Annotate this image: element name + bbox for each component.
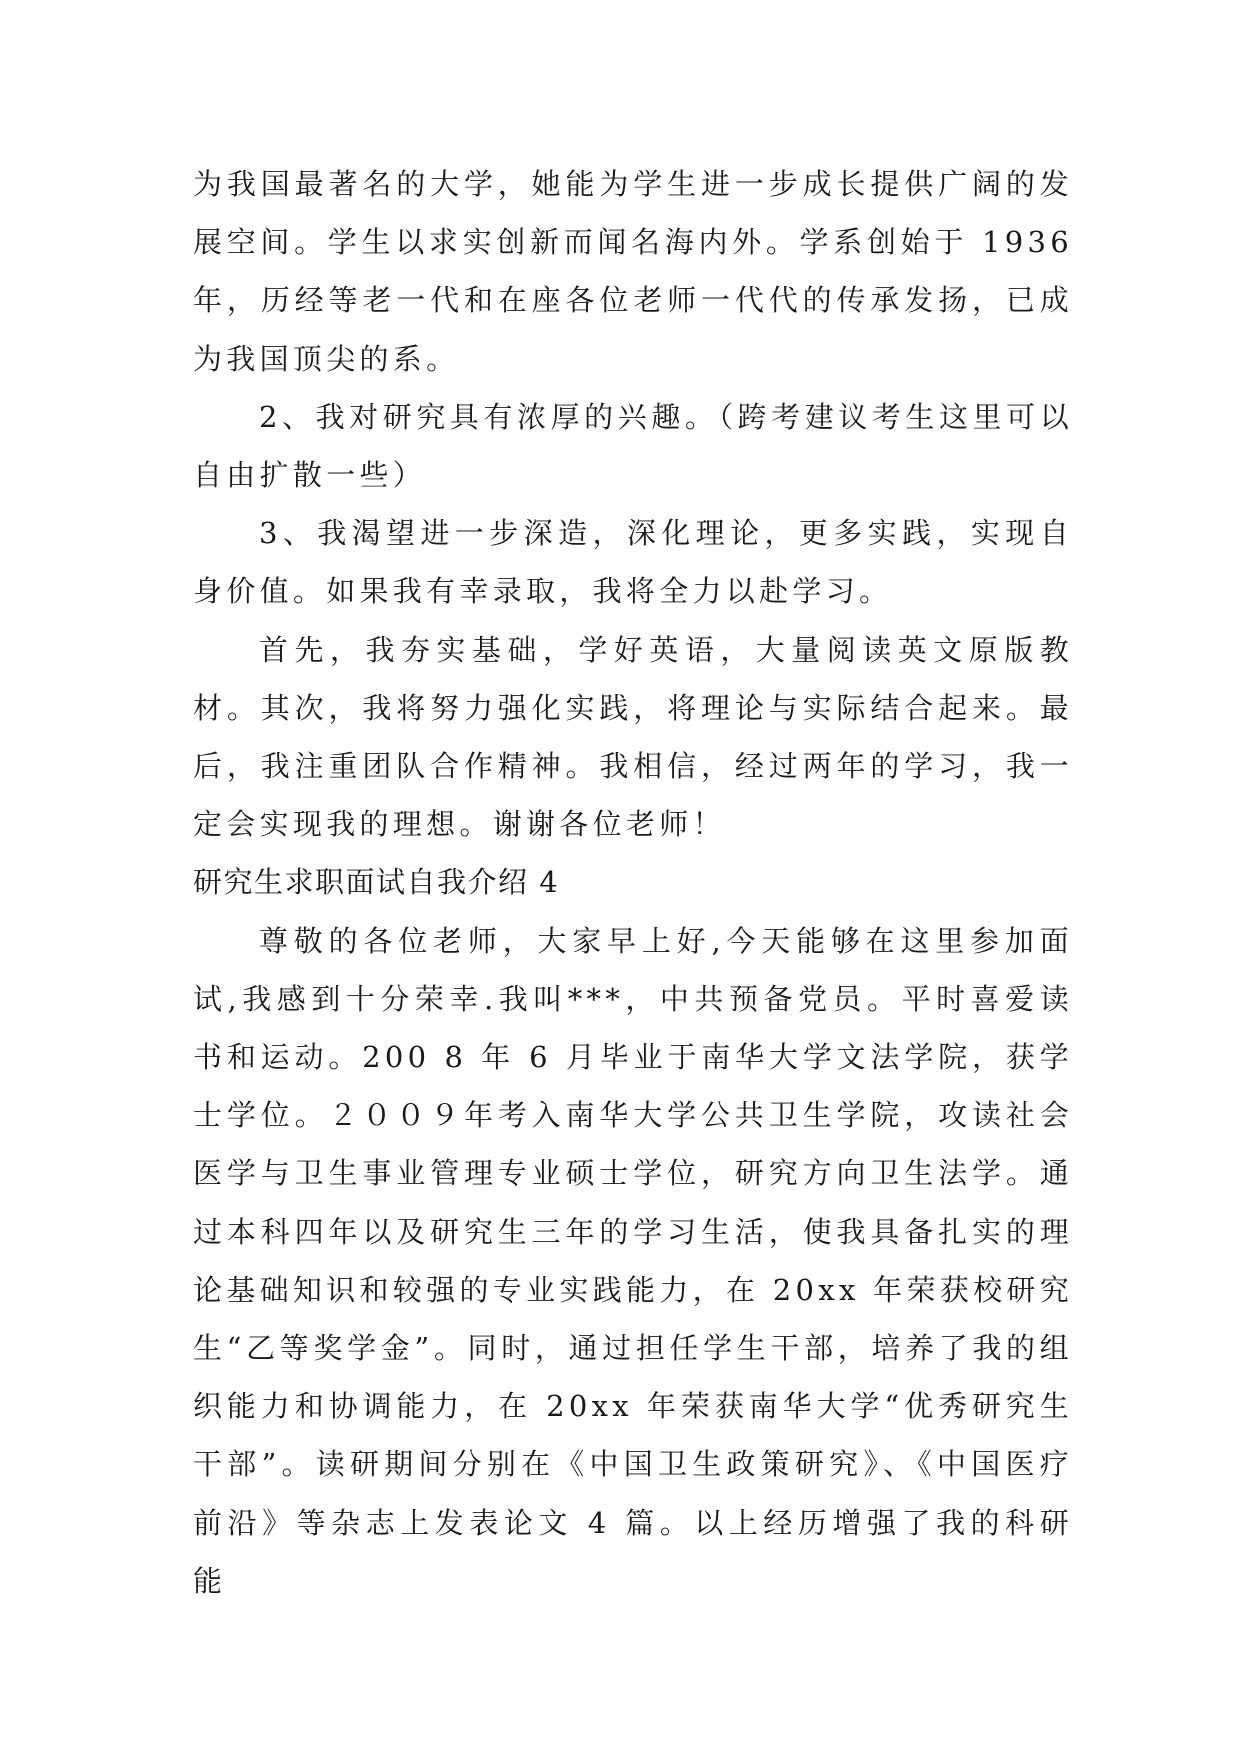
section-title: 研究生求职面试自我介绍 4 <box>193 865 560 900</box>
document-body <box>193 155 1073 1610</box>
paragraph-self-introduction: 尊敬的各位老师，大家早上好,今天能够在这里参加面试,我感到十分荣幸.我叫***，中共预备党员。平时喜爱读书和运动。200 8 年 6 月毕业于南华大学文法学院，获学士学位。２００９年考入南华大学公共卫生学院，攻读社会医学与卫生事业管理专业硕士学位，研究方向卫生法学。通过本科四年以及研究生三年的学习生活，使我具备扎实的理论基础知识和较强的专业实践能力，在 20xx 年荣获校研究生“乙等奖学金”。同时，通过担任学生干部，培养了我的组织能力和协调能力，在 20xx 年荣获南华大学“优秀研究生干部”。读研期间分别在《中国卫生政策研究》、《中国医疗前沿》等杂志上发表论文 4 篇。以上经历增强了我的科研能 <box>193 923 1073 1598</box>
paragraph-research-interest: 2、我对研究具有浓厚的兴趣。（跨考建议考生这里可以自由扩散一些） <box>193 399 1073 493</box>
paragraph-study-plan: 首先，我夯实基础，学好英语，大量阅读英文原版教材。其次，我将努力强化实践，将理论与实际结合起来。最后，我注重团队合作精神。我相信，经过两年的学习，我一定会实现我的理想。谢谢各位老师！ <box>193 632 1073 842</box>
paragraph-university-intro: 为我国最著名的大学，她能为学生进一步成长提供广阔的发展空间。学生以求实创新而闻名海内外。学系创始于 1936 年，历经等老一代和在座各位老师一代代的传承发扬，已成为我国顶尖的系。 <box>193 167 1073 376</box>
paragraph-further-study: 3、我渴望进一步深造，深化理论，更多实践，实现自身价值。如果我有幸录取，我将全力以赴学习。 <box>193 516 1073 609</box>
